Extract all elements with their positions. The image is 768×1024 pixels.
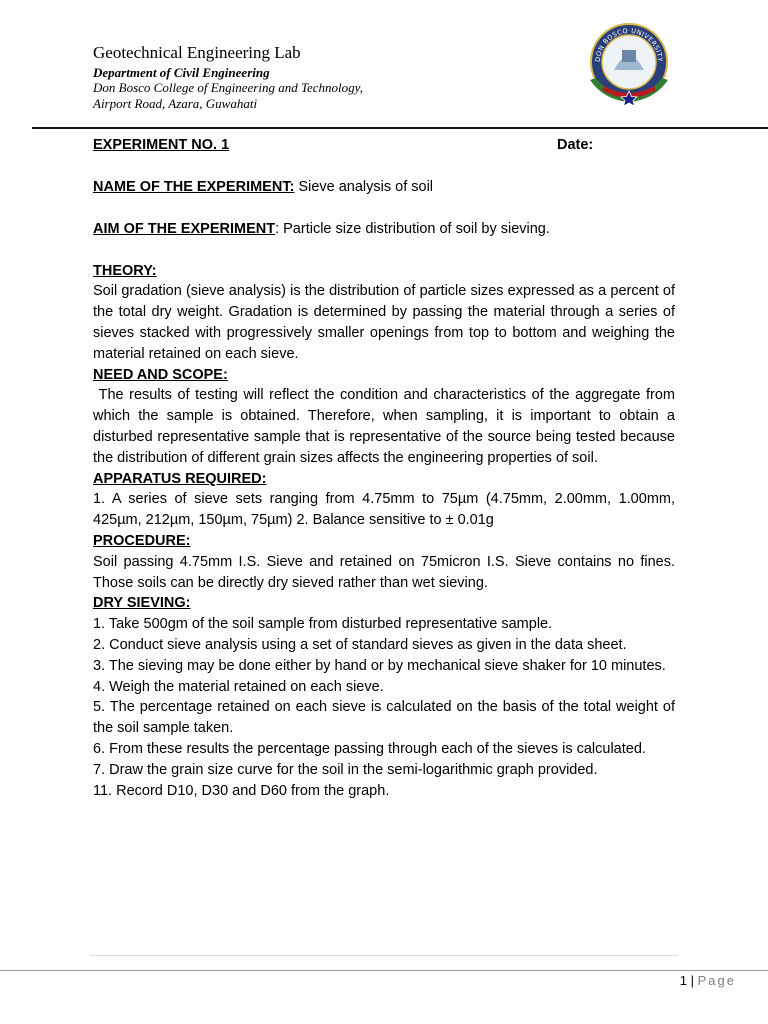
page-word: Page [697, 973, 736, 988]
department-name: Department of Civil Engineering [93, 65, 270, 80]
theory-heading: THEORY: [93, 262, 157, 279]
dry-sieving-heading: DRY SIEVING: [93, 595, 191, 612]
apparatus-text: 1. A series of sieve sets ranging from 4.75mm to 75µm (4.75mm, 2.00mm, 1.00mm, 425µm, 212µm, 150µm, 75µm) 2. Balance sensitive to ± 0.01g [93, 491, 675, 529]
footer-divider [0, 970, 768, 971]
page-number: 1 [679, 973, 687, 988]
list-item: 4. Weigh the material retained on each sieve. [93, 678, 384, 695]
document-header [93, 42, 563, 112]
page-footer [680, 973, 736, 988]
list-item: 2. Conduct sieve analysis using a set of standard sieves as given in the data sheet. [93, 636, 627, 653]
experiment-name [93, 177, 675, 198]
experiment-aim [93, 219, 675, 240]
procedure-text: Soil passing 4.75mm I.S. Sieve and retained on 75micron I.S. Sieve contains no fines. Those soils can be directly dry sieved rather than wet sieving. [93, 553, 675, 591]
college-address: Airport Road, Azara, Guwahati [93, 96, 258, 111]
need-heading: NEED AND SCOPE: [93, 366, 228, 383]
university-logo [584, 20, 674, 106]
apparatus-heading: APPARATUS REQUIRED: [93, 470, 267, 487]
need-text: The results of testing will reflect the condition and characteristics of the aggregate from which the sample is obtained. Therefore, when sampling, it is important to obtain a disturbed representative sample that is representative of the source being tested because the distribution of different grain sizes affects the engineering properties of soil. [93, 387, 680, 466]
page-separator: | [690, 973, 694, 988]
list-item: 1. Take 500gm of the soil sample from disturbed representative sample. [93, 616, 553, 633]
header-divider [32, 127, 768, 129]
experiment-row [93, 135, 675, 156]
theory-text: Soil gradation (sieve analysis) is the distribution of particle sizes expressed as a percent of the total dry weight. Gradation is determined by passing the material through a series of sieves stacked with progressively smaller openings from top to bottom and weighing the material retained on each sieve. [93, 283, 675, 362]
list-item: 5. The percentage retained on each sieve is calculated on the basis of the total weight of the soil sample taken. [93, 699, 675, 737]
experiment-aim-label: AIM OF THE EXPERIMENT [93, 220, 276, 237]
list-item: 7. Draw the grain size curve for the soil in the semi-logarithmic graph provided. [93, 761, 598, 778]
list-item: 11. Record D10, D30 and D60 from the graph. [93, 782, 390, 799]
experiment-number: EXPERIMENT NO. 1 [93, 137, 230, 153]
experiment-name-value: Sieve analysis of soil [294, 179, 434, 195]
list-item: 3. The sieving may be done either by hand or by mechanical sieve shaker for 10 minutes. [93, 657, 666, 674]
logo-text: DON BOSCO UNIVERSITY [593, 26, 665, 63]
lab-title: Geotechnical Engineering Lab [93, 43, 301, 62]
content-end-divider [90, 955, 678, 956]
experiment-aim-value: : Particle size distribution of soil by sieving. [275, 220, 550, 237]
list-item: 6. From these results the percentage passing through each of the sieves is calculated. [93, 740, 646, 757]
experiment-name-label: NAME OF THE EXPERIMENT: [93, 179, 295, 195]
date-label: Date: [557, 137, 594, 153]
college-name: Don Bosco College of Engineering and Technology, [93, 80, 363, 95]
document-body [93, 135, 680, 801]
procedure-heading: PROCEDURE: [93, 532, 191, 549]
